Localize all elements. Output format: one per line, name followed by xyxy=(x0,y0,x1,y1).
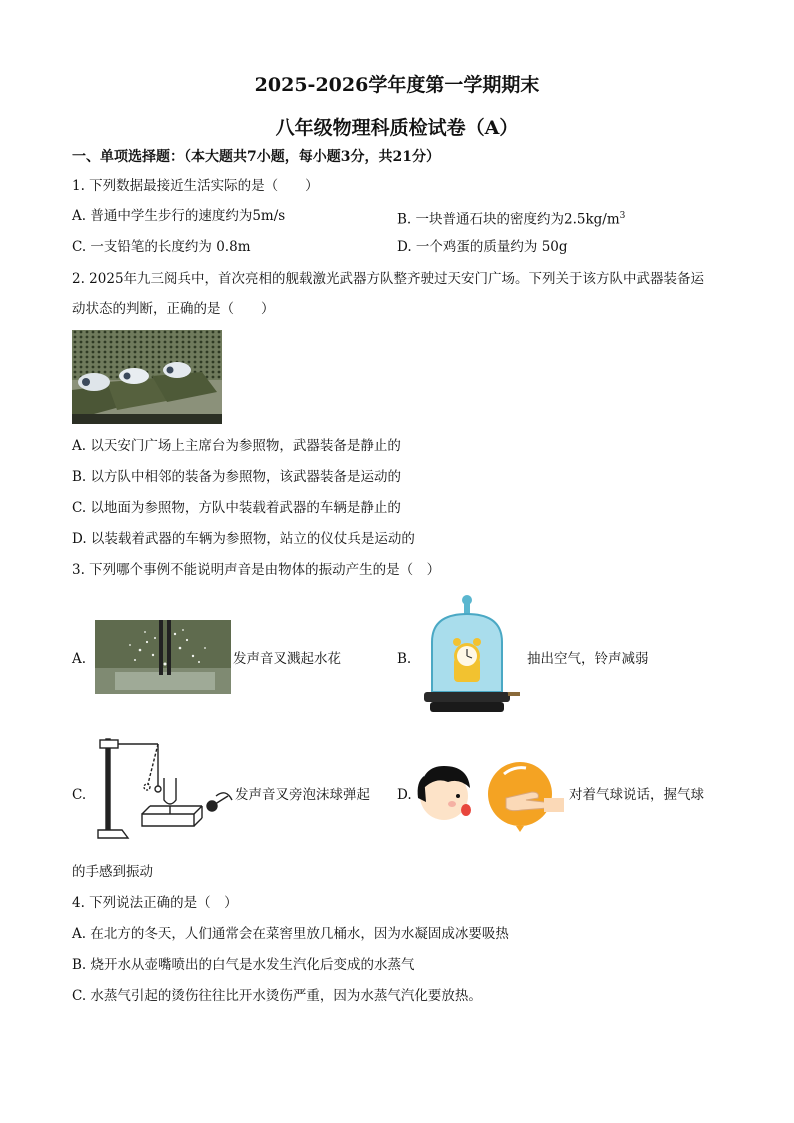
q2-stem-line2: 动状态的判断，正确的是（ ） xyxy=(72,301,275,317)
q3-option-d-text: 对着气球说话，握气球 xyxy=(569,787,704,803)
q3-stem: 3. 下列哪个事例不能说明声音是由物体的振动产生的是（ ） xyxy=(72,562,441,578)
q1-option-b: B. 一块普通石块的密度约为$2.5kg/m^3$ xyxy=(397,211,626,228)
exam-title: 2025-2026学年度第一学期期末 xyxy=(254,74,540,96)
q3-option-a-text: 发声音叉溅起水花 xyxy=(233,651,341,667)
q3-option-c-label: C. xyxy=(72,787,87,803)
q2-option-b: B. 以方队中相邻的装备为参照物，该武器装备是运动的 xyxy=(72,469,402,485)
q4-option-c: C. 水蒸气引起的烫伤往往比开水烫伤严重，因为水蒸气汽化要放热。 xyxy=(72,988,482,1004)
q4-option-a: A. 在北方的冬天，人们通常会在菜窖里放几桶水，因为水凝固成冰要吸热 xyxy=(72,926,509,942)
q2-option-d: D. 以装载着武器的车辆为参照物，站立的仪仗兵是运动的 xyxy=(72,531,415,547)
q2-option-a: A. 以天安门广场上主席台为参照物，武器装备是静止的 xyxy=(72,438,401,454)
q1-option-a: A. 普通中学生步行的速度约为5m/s xyxy=(72,208,286,224)
q3-option-d-text-continued: 的手感到振动 xyxy=(72,864,153,880)
parade-photo xyxy=(72,330,222,424)
bell-jar-photo xyxy=(420,592,524,718)
q3-option-b-text: 抽出空气，铃声减弱 xyxy=(527,651,649,667)
q2-stem-line1: 2. 2025年九三阅兵中，首次亮相的舰载激光武器方队整齐驶过天安门广场。下列关于该方队中武器装备运 xyxy=(72,271,705,287)
q4-stem: 4. 下列说法正确的是（ ） xyxy=(72,895,238,911)
q3-option-c-text: 发声音叉旁泡沫球弹起 xyxy=(235,787,370,803)
tuning-fork-water-photo xyxy=(95,620,231,694)
q3-option-a-label: A. xyxy=(72,651,87,667)
q1-stem: 1. 下列数据最接近生活实际的是（ ） xyxy=(72,178,319,194)
tuning-fork-foam-ball-diagram xyxy=(94,734,234,846)
q3-option-d-label: D. xyxy=(397,787,412,803)
q1-option-c: C. 一支铅笔的长度约为 0.8m xyxy=(72,239,251,255)
q2-option-c: C. 以地面为参照物，方队中装载着武器的车辆是静止的 xyxy=(72,500,401,516)
exam-subtitle: 八年级物理科质检试卷（A） xyxy=(275,117,519,139)
q1-option-d: D. 一个鸡蛋的质量约为 50g xyxy=(397,239,568,255)
q4-option-b: B. 烧开水从壶嘴喷出的白气是水发生汽化后变成的水蒸气 xyxy=(72,957,415,973)
section-heading: 一、单项选择题：（本大题共7小题，每小题3分，共21分） xyxy=(72,149,440,165)
balloon-speaking-illustration xyxy=(414,752,568,838)
q3-option-b-label: B. xyxy=(397,651,412,667)
